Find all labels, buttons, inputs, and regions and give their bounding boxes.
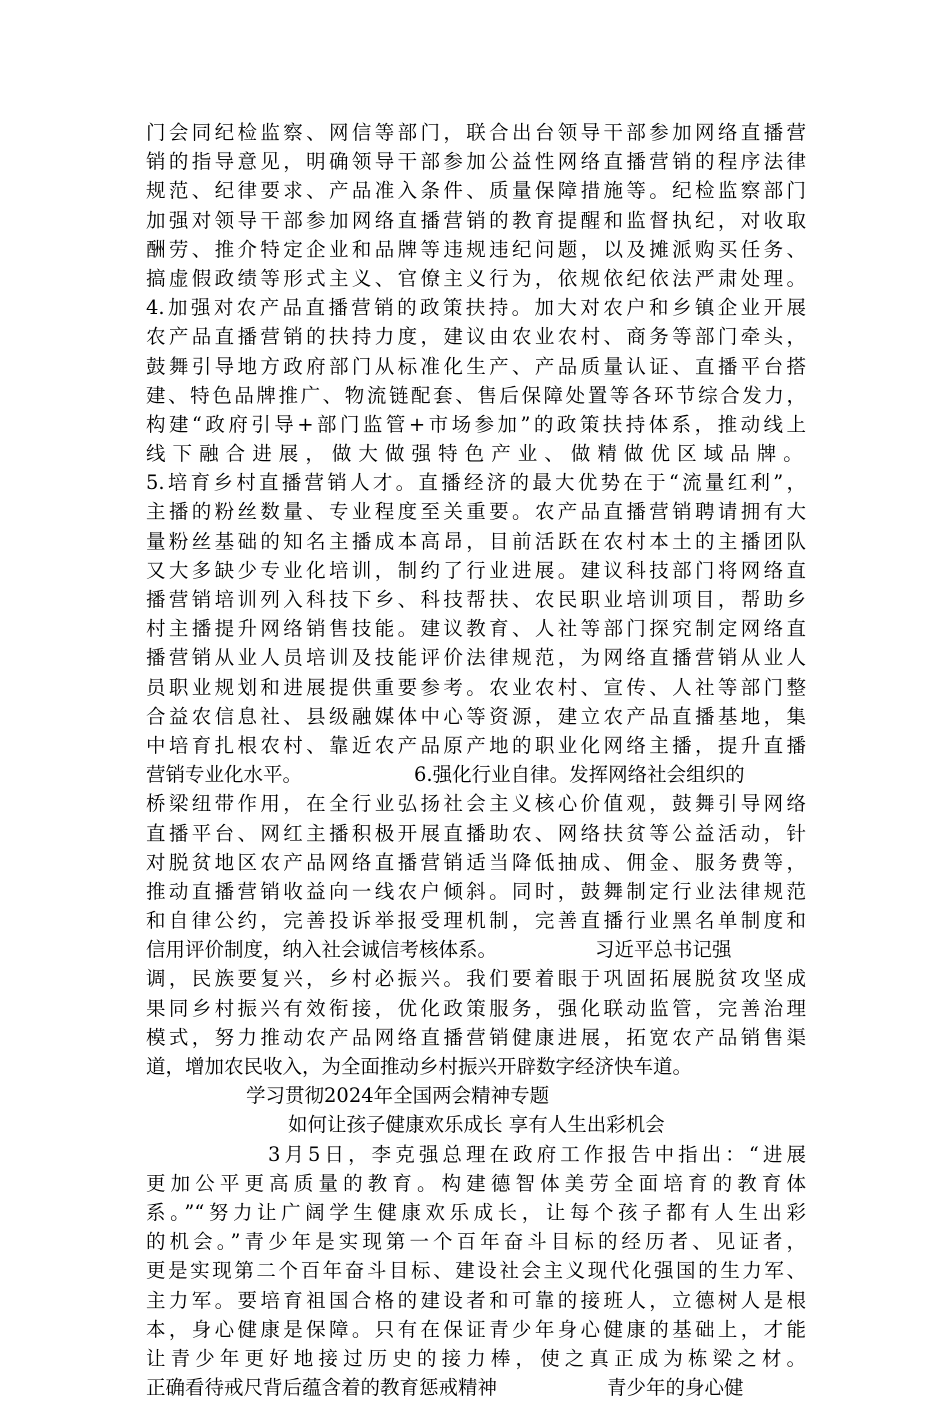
text-segment: 青少年的身心健 xyxy=(607,1376,744,1400)
text-line: 直播平台、网红主播积极开展直播助农、网络扶贫等公益活动，针 xyxy=(146,821,806,845)
text-line: 对脱贫地区农产品网络直播营销适当降低抽成、佣金、服务费等， xyxy=(146,850,806,874)
text-line: 酬劳、推介特定企业和品牌等违规违纪问题，以及摊派购买任务、 xyxy=(146,237,806,261)
text-line: 合益农信息社、县级融媒体中心等资源，建立农产品直播基地，集 xyxy=(146,704,806,728)
text-line: 播营销培训列入科技下乡、科技帮扶、农民职业培训项目，帮助乡 xyxy=(146,588,806,611)
text-line xyxy=(146,1140,806,1169)
text-line: 又大多缺少专业化培训，制约了行业进展。建议科技部门将网络直 xyxy=(146,558,806,582)
text-line xyxy=(146,935,806,964)
text-segment: 信用评价制度，纳入社会诚信考核体系。 xyxy=(146,938,498,962)
text-line: 更是实现第二个百年奋斗目标、建设社会主义现代化强国的生力军、 xyxy=(146,1259,806,1283)
text-line: 调，民族要复兴，乡村必振兴。我们要着眼于巩固拓展脱贫攻坚成 xyxy=(146,967,806,991)
text-line: 中培育扎根农村、靠近农产品原产地的职业化网络主播，提升直播 xyxy=(146,733,806,757)
text-line: 的机会。”青少年是实现第一个百年奋斗目标的经历者、见证者， xyxy=(146,1230,806,1254)
text-segment: 营销专业化水平。 xyxy=(146,763,303,787)
text-line: 5.培育乡村直播营销人才。直播经济的最大优势在于“流量红利”， xyxy=(146,471,806,495)
text-line: 主力军。要培育祖国合格的建设者和可靠的接班人，立德树人是根 xyxy=(146,1288,806,1312)
text-line: 量粉丝基础的知名主播成本高昂，目前活跃在农村本土的主播团队 xyxy=(146,529,806,553)
text-line: 本，身心健康是保障。只有在保证青少年身心健康的基础上，才能 xyxy=(146,1317,806,1341)
text-line: 播营销从业人员培训及技能评价法律规范，为网络直播营销从业人 xyxy=(146,646,806,670)
text-line: 加强对领导干部参加网络直播营销的教育提醒和监督执纪，对收取 xyxy=(146,208,806,232)
text-line: 门会同纪检监察、网信等部门，联合出台领导干部参加网络直播营 xyxy=(146,121,806,144)
text-line: 主播的粉丝数量、专业程度至关重要。农产品直播营销聘请拥有大 xyxy=(146,500,806,524)
text-segment: 3月5日，李克强总理在政府工作报告中指出：“进展 xyxy=(268,1142,806,1166)
text-line: 建、特色品牌推广、物流链配套、售后保障处置等各环节综合发力， xyxy=(146,383,806,407)
text-line: 更加公平更高质量的教育。构建德智体美劳全面培育的教育体 xyxy=(146,1171,806,1195)
text-line: 销的指导意见，明确领导干部参加公益性网络直播营销的程序法律 xyxy=(146,150,806,174)
document-page xyxy=(146,118,806,1402)
text-line: 桥梁纽带作用，在全行业弘扬社会主义核心价值观，鼓舞引导网络 xyxy=(146,792,806,816)
text-line: 规范、纪律要求、产品准入条件、质量保障措施等。纪检监察部门 xyxy=(146,179,806,203)
section-heading xyxy=(146,1081,806,1110)
text-line: 构建“政府引导+部门监管+市场参加”的政策扶持体系，推动线上 xyxy=(146,412,806,436)
text-line: 线下融合进展，做大做强特色产业、做精做优区域品牌。 xyxy=(146,442,806,466)
text-line: 推动直播营销收益向一线农户倾斜。同时，鼓舞制定行业法律规范 xyxy=(146,879,806,903)
text-line: 4.加强对农产品直播营销的政策扶持。加大对农户和乡镇企业开展 xyxy=(146,296,806,320)
text-line: 模式，努力推动农产品网络直播营销健康进展，拓宽农产品销售渠 xyxy=(146,1025,806,1049)
text-line: 搞虚假政绩等形式主义、官僚主义行为，依规依纪依法严肃处理。 xyxy=(146,266,806,290)
article-title-text: 如何让孩子健康欢乐成长 享有人生出彩机会 xyxy=(288,1113,665,1137)
text-line: 让青少年更好地接过历史的接力棒，使之真正成为栋梁之材。 xyxy=(146,1346,806,1370)
text-line: 和自律公约，完善投诉举报受理机制，完善直播行业黑名单制度和 xyxy=(146,909,806,933)
text-line: 道，增加农民收入，为全面推动乡村振兴开辟数字经济快车道。 xyxy=(146,1055,693,1078)
article-title xyxy=(146,1110,806,1139)
text-line: 鼓舞引导地方政府部门从标准化生产、产品质量认证、直播平台搭 xyxy=(146,354,806,378)
text-segment: 正确看待戒尺背后蕴含着的教育惩戒精神 xyxy=(146,1376,498,1400)
text-line: 农产品直播营销的扶持力度，建议由农业农村、商务等部门牵头， xyxy=(146,325,806,349)
text-line: 系。”“努力让广阔学生健康欢乐成长，让每个孩子都有人生出彩 xyxy=(146,1200,806,1224)
text-line: 果同乡村振兴有效衔接，优化政策服务，强化联动监管，完善治理 xyxy=(146,996,806,1020)
text-segment: 6.强化行业自律。发挥网络社会组织的 xyxy=(414,763,745,787)
text-line: 村主播提升网络销售技能。建议教育、人社等部门探究制定网络直 xyxy=(146,617,806,641)
text-line xyxy=(146,1373,806,1402)
text-segment: 习近平总书记强 xyxy=(595,938,732,962)
text-line: 员职业规划和进展提供重要参考。农业农村、宣传、人社等部门整 xyxy=(146,675,806,699)
text-line xyxy=(146,760,806,789)
section-heading-text: 学习贯彻2024年全国两会精神专题 xyxy=(246,1084,550,1108)
